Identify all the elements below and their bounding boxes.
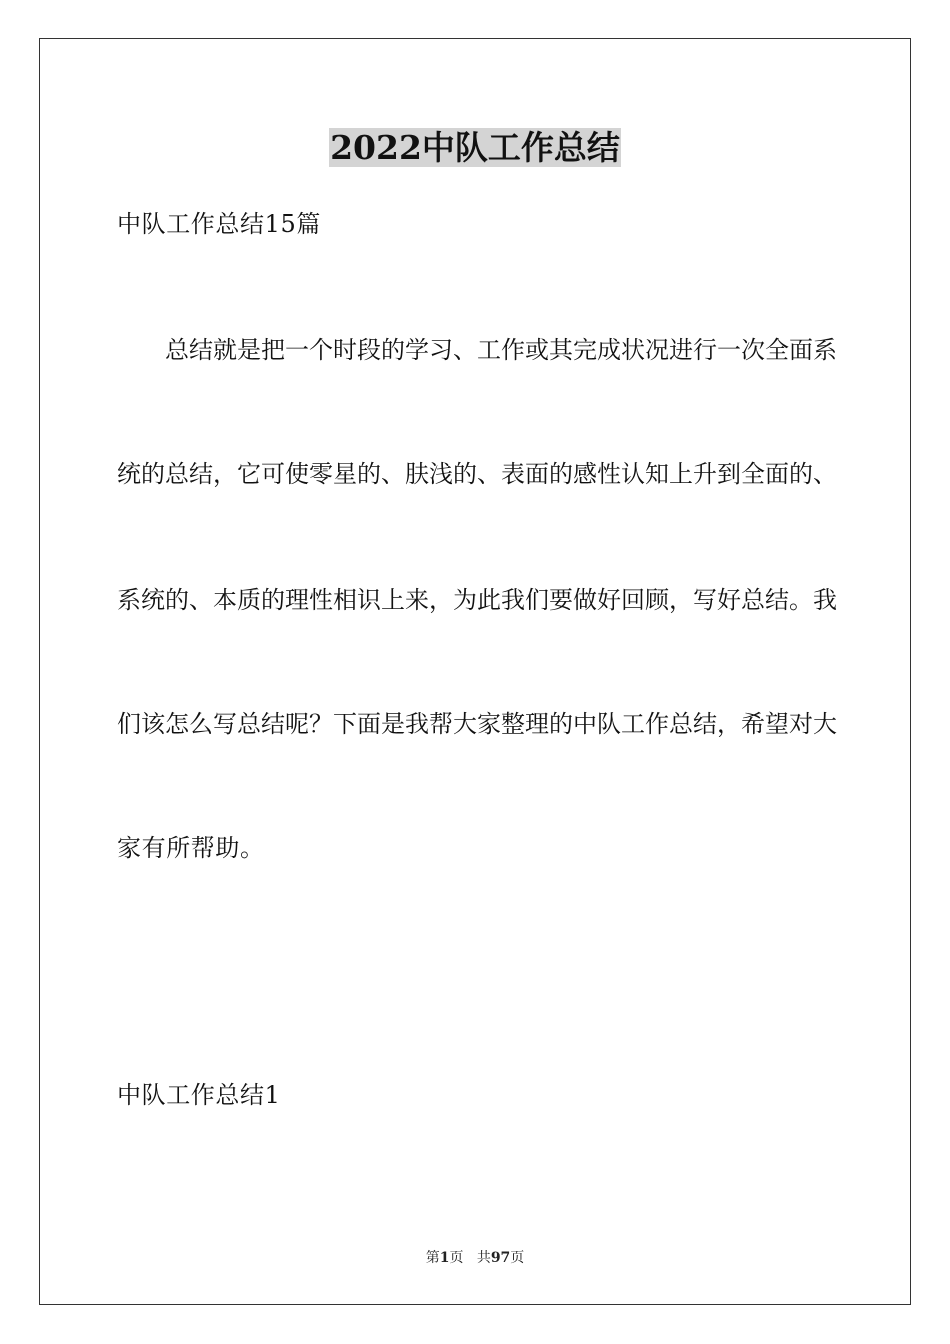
text-char: 队 [597, 710, 621, 738]
text-char: 上 [669, 460, 693, 488]
text-char: 望 [765, 710, 789, 738]
text-char: 面 [765, 460, 789, 488]
text-char: 、 [453, 336, 477, 364]
paragraph-line [117, 584, 837, 616]
text-char: 次 [741, 336, 765, 364]
text-char: 该 [141, 710, 165, 738]
text-char: 写 [693, 586, 717, 614]
text-char: 要 [549, 586, 573, 614]
text-char: 。 [789, 586, 813, 614]
document-title [0, 126, 950, 170]
text-char: 工 [477, 336, 501, 364]
text-char: 面 [357, 710, 381, 738]
text-char: 整 [501, 710, 525, 738]
text-char: 帮 [429, 710, 453, 738]
text-char: 希 [741, 710, 765, 738]
text-char: 结 [189, 460, 213, 488]
text-char: 面 [525, 460, 549, 488]
footer-total-prefix: 共 [476, 1250, 491, 1266]
text-char: 好 [597, 586, 621, 614]
text-char: 系 [117, 586, 141, 614]
text-char: 对 [789, 710, 813, 738]
paragraph-line [117, 458, 837, 490]
text-char: 可 [261, 460, 285, 488]
text-char: 完 [573, 336, 597, 364]
text-char: 一 [717, 336, 741, 364]
text-char: 作 [645, 710, 669, 738]
document-title-text: 2022中队工作总结 [330, 128, 620, 167]
text-char: 个 [309, 336, 333, 364]
text-char: 状 [621, 336, 645, 364]
text-char: 浅 [429, 460, 453, 488]
text-char: 成 [597, 336, 621, 364]
text-char: 感 [573, 460, 597, 488]
text-char: 质 [237, 586, 261, 614]
text-char: 识 [357, 586, 381, 614]
text-char: 的 [165, 586, 189, 614]
text-char: 使 [285, 460, 309, 488]
text-char: 认 [621, 460, 645, 488]
text-char: 结 [261, 710, 285, 738]
text-char: 本 [213, 586, 237, 614]
text-char: 段 [357, 336, 381, 364]
text-char: 此 [477, 586, 501, 614]
text-char: 进 [669, 336, 693, 364]
text-char: 上 [381, 586, 405, 614]
footer-page-number: 1 [439, 1250, 450, 1266]
text-char: 肤 [405, 460, 429, 488]
text-char: 大 [453, 710, 477, 738]
text-char: 的 [549, 710, 573, 738]
text-char: ， [717, 710, 741, 738]
text-char: 呢 [285, 710, 309, 738]
text-char: 系 [813, 336, 837, 364]
text-char: 结 [189, 336, 213, 364]
text-char: 的 [141, 460, 165, 488]
text-char: 结 [693, 710, 717, 738]
text-char: 学 [405, 336, 429, 364]
text-char: 我 [405, 710, 429, 738]
text-char: 面 [789, 336, 813, 364]
text-char: 么 [189, 710, 213, 738]
text-char: 的 [789, 460, 813, 488]
text-char: 表 [501, 460, 525, 488]
paragraph-line [117, 708, 837, 740]
text-char: 怎 [165, 710, 189, 738]
footer-total-pages: 97 [490, 1250, 511, 1266]
document-subtitle: 中队工作总结15篇 [117, 210, 321, 238]
text-char: 性 [597, 460, 621, 488]
footer-page-prefix: 第 [425, 1250, 440, 1266]
text-char: 顾 [645, 586, 669, 614]
text-char: 性 [309, 586, 333, 614]
text-char: 把 [261, 336, 285, 364]
text-char: 总 [165, 336, 189, 364]
text-char: 家 [477, 710, 501, 738]
text-char: 时 [333, 336, 357, 364]
text-char: 中 [573, 710, 597, 738]
text-char: 大 [813, 710, 837, 738]
text-char: 是 [381, 710, 405, 738]
paragraph-line [165, 334, 837, 366]
text-char: 全 [765, 336, 789, 364]
page-footer [0, 1248, 950, 1268]
text-char: 或 [525, 336, 549, 364]
text-char: 总 [741, 586, 765, 614]
footer-page-suffix: 页 [449, 1250, 464, 1266]
text-char: 的 [549, 460, 573, 488]
text-char: 我 [813, 586, 837, 614]
text-char: 统 [117, 460, 141, 488]
section-heading: 中队工作总结1 [117, 1081, 281, 1109]
text-char: 习 [429, 336, 453, 364]
text-char: 理 [525, 710, 549, 738]
text-char: 好 [717, 586, 741, 614]
text-char: 、 [381, 460, 405, 488]
text-char: 写 [213, 710, 237, 738]
text-char: 的 [453, 460, 477, 488]
text-char: 总 [237, 710, 261, 738]
text-char: 结 [765, 586, 789, 614]
text-char: 工 [621, 710, 645, 738]
text-char: 总 [165, 460, 189, 488]
text-char: 升 [693, 460, 717, 488]
text-char: 它 [237, 460, 261, 488]
text-char: 、 [813, 460, 837, 488]
text-char: 一 [285, 336, 309, 364]
text-char: 理 [285, 586, 309, 614]
text-char: ， [213, 460, 237, 488]
text-char: 的 [357, 460, 381, 488]
text-char: ， [669, 586, 693, 614]
text-char: 我 [501, 586, 525, 614]
text-char: 做 [573, 586, 597, 614]
text-char: ？ [309, 710, 333, 738]
text-char: 下 [333, 710, 357, 738]
text-char: 知 [645, 460, 669, 488]
footer-total-suffix: 页 [510, 1250, 525, 1266]
text-char: 行 [693, 336, 717, 364]
text-char: 来 [405, 586, 429, 614]
paragraph-line-last: 家有所帮助。 [117, 834, 265, 862]
text-char: 星 [333, 460, 357, 488]
text-char: 回 [621, 586, 645, 614]
text-char: 总 [669, 710, 693, 738]
text-char: 们 [525, 586, 549, 614]
text-char: 的 [261, 586, 285, 614]
text-char: 全 [741, 460, 765, 488]
text-char: 况 [645, 336, 669, 364]
text-char: 的 [381, 336, 405, 364]
text-char: 其 [549, 336, 573, 364]
text-char: 为 [453, 586, 477, 614]
text-char: 们 [117, 710, 141, 738]
text-char: 到 [717, 460, 741, 488]
text-char: ， [429, 586, 453, 614]
text-char: 就 [213, 336, 237, 364]
text-char: 统 [141, 586, 165, 614]
text-char: 相 [333, 586, 357, 614]
text-char: 是 [237, 336, 261, 364]
text-char: 、 [477, 460, 501, 488]
text-char: 零 [309, 460, 333, 488]
text-char: 、 [189, 586, 213, 614]
text-char: 作 [501, 336, 525, 364]
